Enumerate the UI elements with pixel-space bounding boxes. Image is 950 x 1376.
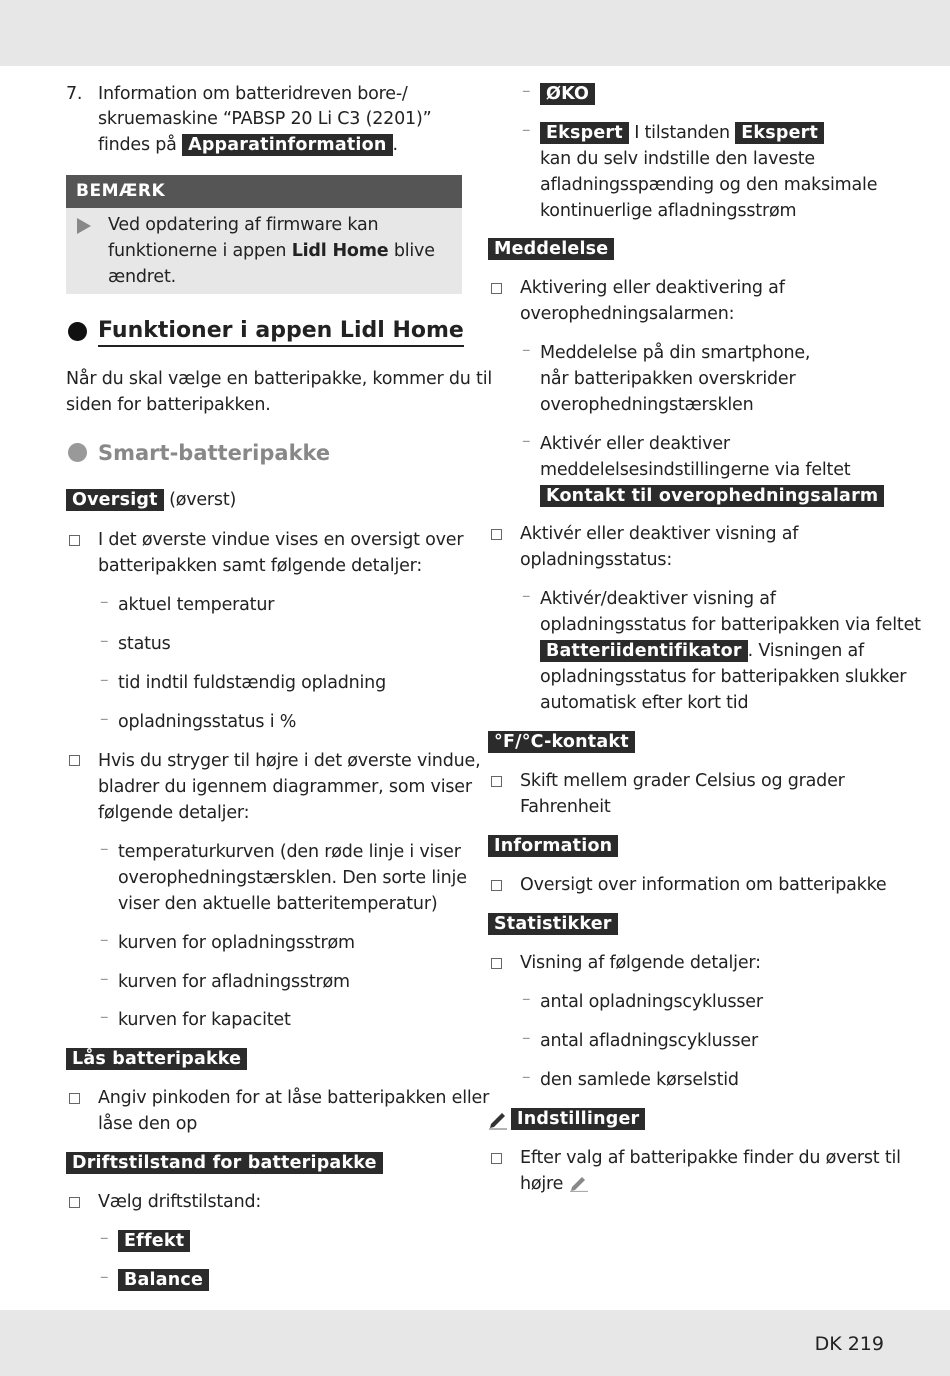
list-item: opladningsstatus for batteripakken via feltet xyxy=(540,615,921,635)
subsection-heading: Smart-batteripakke xyxy=(98,441,331,465)
list-item: overophedningstærsklen. Den sorte linje xyxy=(118,868,467,888)
statistics-heading xyxy=(488,911,618,937)
dash-icon: – xyxy=(100,930,109,950)
overview-b1-line1: I det øverste vindue vises en oversigt over xyxy=(98,530,464,550)
dash-icon: – xyxy=(100,670,109,690)
indstillinger-tag: Indstillinger xyxy=(511,1108,645,1130)
note-line1: Ved opdatering af firmware kan xyxy=(108,215,379,235)
information-line1: Oversigt over information om batteripakke xyxy=(520,875,887,895)
oversigt-suffix: (øverst) xyxy=(169,490,237,510)
bottom-margin-band xyxy=(0,1310,950,1376)
checkbox-icon xyxy=(69,755,80,766)
oko-tag: ØKO xyxy=(540,83,595,105)
apparatinformation-tag: Apparatinformation xyxy=(182,134,392,156)
item7-line3 xyxy=(98,132,398,158)
overview-b2-line3: følgende detaljer: xyxy=(98,803,250,823)
list-item: status xyxy=(118,634,171,654)
checkbox-icon xyxy=(491,283,502,294)
checkbox-icon xyxy=(491,1153,502,1164)
item-number: 7. xyxy=(66,84,83,104)
dash-icon: – xyxy=(522,340,531,360)
list-item: viser den aktuelle batteritemperatur) xyxy=(118,894,438,914)
notif-b1-line2: overophedningsalarmen: xyxy=(520,304,735,324)
information-tag: Information xyxy=(488,835,618,857)
settings-line1: Efter valg af batteripakke finder du øverst til xyxy=(520,1148,901,1168)
list-item: antal opladningscyklusser xyxy=(540,992,763,1012)
balance-tag: Balance xyxy=(118,1269,209,1291)
dash-icon: – xyxy=(100,839,109,859)
overview-heading xyxy=(66,487,236,513)
las-batteripakke-tag: Lås batteripakke xyxy=(66,1048,247,1070)
subsection-dot-icon xyxy=(68,443,87,462)
list-item: Meddelelse på din smartphone, xyxy=(540,343,811,363)
dash-icon: – xyxy=(522,431,531,451)
notif-b2-line1: Aktivér eller deaktiver visning af xyxy=(520,524,799,544)
note-title: BEMÆRK xyxy=(66,175,462,208)
lock-line2: låse den op xyxy=(98,1114,198,1134)
pencil-icon xyxy=(488,1108,508,1130)
list-item: Aktivér/deaktiver visning af xyxy=(540,589,776,609)
fc-line2: Fahrenheit xyxy=(520,797,611,817)
expert-line2: kan du selv indstille den laveste xyxy=(540,149,815,169)
list-item: antal afladningscyklusser xyxy=(540,1031,758,1051)
list-item xyxy=(540,638,864,664)
note-line2 xyxy=(108,238,435,264)
list-item-post: . Visningen af xyxy=(747,641,865,661)
list-item: den samlede kørselstid xyxy=(540,1070,739,1090)
batteriidentifikator-tag: Batteriidentifikator xyxy=(540,640,748,662)
effekt-tag: Effekt xyxy=(118,1230,190,1252)
overview-b2-line2: bladrer du igennem diagrammer, som viser xyxy=(98,777,472,797)
ekspert-tag: Ekspert xyxy=(735,122,824,144)
checkbox-icon xyxy=(69,535,80,546)
list-item: tid indtil fuldstændig opladning xyxy=(118,673,386,693)
intro-line1: Når du skal vælge en batteripakke, kommer du til xyxy=(66,369,493,389)
fc-heading xyxy=(488,729,635,755)
item7-line1: Information om batteridreven bore-/ xyxy=(98,84,408,104)
dash-icon: – xyxy=(100,709,109,729)
bullet-dot-icon xyxy=(68,322,87,341)
dash-icon: – xyxy=(522,586,531,606)
statistikker-tag: Statistikker xyxy=(488,913,618,935)
list-item: opladningsstatus for batteripakken slukker xyxy=(540,667,907,687)
notification-heading xyxy=(488,236,614,262)
dash-icon: – xyxy=(522,1028,531,1048)
item7-line2: skruemaskine “PABSP 20 Li C3 (2201)” xyxy=(98,109,432,129)
list-item: aktuel temperatur xyxy=(118,595,275,615)
page-number: DK 219 xyxy=(814,1333,884,1355)
dash-icon: – xyxy=(100,1267,109,1287)
expert-mid: I tilstanden xyxy=(634,123,730,143)
dash-icon: – xyxy=(522,1067,531,1087)
settings-line2-text: højre xyxy=(520,1174,564,1194)
list-item: kurven for afladningsstrøm xyxy=(118,972,350,992)
information-heading xyxy=(488,833,618,859)
overview-b1-line2: batteripakken samt følgende detaljer: xyxy=(98,556,423,576)
pencil-icon xyxy=(569,1172,589,1192)
list-item: Aktivér eller deaktiver xyxy=(540,434,730,454)
notif-b1-line1: Aktivering eller deaktivering af xyxy=(520,278,785,298)
list-item: meddelelsesindstillingerne via feltet xyxy=(540,460,851,480)
overview-b2-line1: Hvis du stryger til højre i det øverste vindue, xyxy=(98,751,481,771)
list-item: kurven for kapacitet xyxy=(118,1010,291,1030)
note-line2-pre: funktionerne i appen xyxy=(108,241,287,261)
top-margin-band xyxy=(0,0,950,66)
item7-line3-pre: findes på xyxy=(98,135,177,155)
mode-option xyxy=(118,1228,190,1254)
list-item: automatisk efter kort tid xyxy=(540,693,749,713)
note-line2-post: blive xyxy=(393,241,435,261)
expert-line3: afladningsspænding og den maksimale xyxy=(540,175,878,195)
checkbox-icon xyxy=(491,958,502,969)
mode-line1: Vælg driftstilstand: xyxy=(98,1192,262,1212)
expert-line4: kontinuerlige afladningsstrøm xyxy=(540,201,797,221)
dash-icon: – xyxy=(100,631,109,651)
note-line3: ændret. xyxy=(108,267,176,287)
notif-b2-line2: opladningsstatus: xyxy=(520,550,673,570)
settings-heading xyxy=(511,1106,645,1132)
statistics-line1: Visning af følgende detaljer: xyxy=(520,953,761,973)
list-item: opladningsstatus i % xyxy=(118,712,297,732)
section-heading: Funktioner i appen Lidl Home xyxy=(98,317,464,347)
lock-line1: Angiv pinkoden for at låse batteripakken eller xyxy=(98,1088,490,1108)
meddelelse-tag: Meddelelse xyxy=(488,238,614,260)
fc-kontakt-tag: °F/°C-kontakt xyxy=(488,731,635,753)
dash-icon: – xyxy=(522,120,531,140)
dash-icon: – xyxy=(100,592,109,612)
mode-heading xyxy=(66,1150,383,1176)
oversigt-tag: Oversigt xyxy=(66,489,164,511)
settings-line2 xyxy=(520,1171,589,1197)
note-lidl-home: Lidl Home xyxy=(291,241,389,261)
list-item: kurven for opladningsstrøm xyxy=(118,933,355,953)
kontakt-overophedningsalarm-tag: Kontakt til overophedningsalarm xyxy=(540,485,884,507)
fc-line1: Skift mellem grader Celsius og grader xyxy=(520,771,845,791)
arrow-icon xyxy=(77,218,91,234)
dash-icon: – xyxy=(100,1007,109,1027)
checkbox-icon xyxy=(491,776,502,787)
checkbox-icon xyxy=(491,529,502,540)
checkbox-icon xyxy=(69,1093,80,1104)
intro-line2: siden for batteripakken. xyxy=(66,395,271,415)
mode-option xyxy=(540,81,595,107)
mode-option xyxy=(118,1267,209,1293)
dash-icon: – xyxy=(522,989,531,1009)
list-item xyxy=(540,483,884,509)
list-item: overophedningstærsklen xyxy=(540,395,754,415)
ekspert-tag: Ekspert xyxy=(540,122,629,144)
item7-line3-post: . xyxy=(392,135,398,155)
list-item: temperaturkurven (den røde linje i viser xyxy=(118,842,461,862)
expert-line1 xyxy=(540,120,824,146)
checkbox-icon xyxy=(491,880,502,891)
lock-heading xyxy=(66,1046,247,1072)
dash-icon: – xyxy=(100,1228,109,1248)
driftstilstand-tag: Driftstilstand for batteripakke xyxy=(66,1152,383,1174)
dash-icon: – xyxy=(522,81,531,101)
checkbox-icon xyxy=(69,1197,80,1208)
dash-icon: – xyxy=(100,969,109,989)
list-item: når batteripakken overskrider xyxy=(540,369,796,389)
